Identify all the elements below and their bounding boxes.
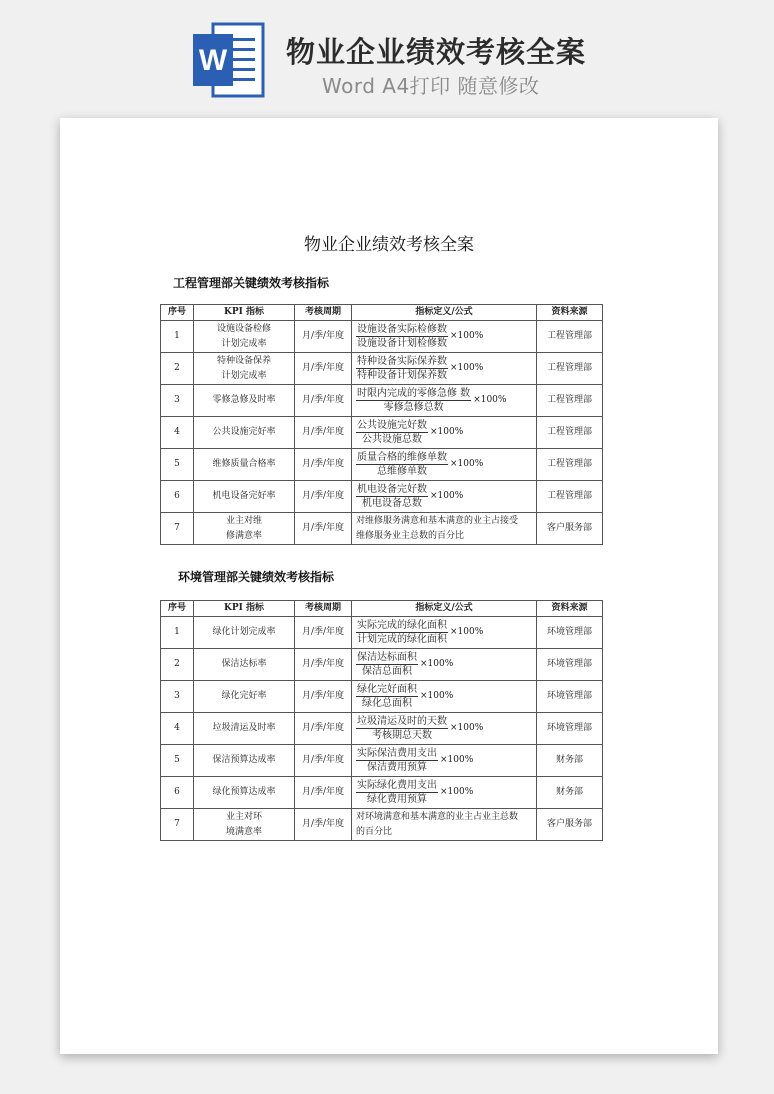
row-number: 4 xyxy=(161,713,194,745)
formula-cell xyxy=(352,481,537,513)
section-title-environment: 环境管理部关键绩效考核指标 xyxy=(178,570,335,584)
data-source: 环境管理部 xyxy=(537,713,603,745)
percent-multiplier: ×100% xyxy=(430,491,464,501)
kpi-name xyxy=(194,713,295,745)
assessment-period: 月/季/年度 xyxy=(295,713,352,745)
row-number: 5 xyxy=(161,745,194,777)
definition-line: 对环境满意和基本满意的业主占业主总数 xyxy=(356,811,519,822)
numerator: 实际绿化费用支出 xyxy=(357,780,437,791)
table-row xyxy=(161,649,603,681)
word-document-icon xyxy=(193,22,265,98)
data-source: 环境管理部 xyxy=(537,617,603,649)
percent-multiplier: ×100% xyxy=(420,691,454,701)
fraction xyxy=(356,715,448,742)
document-title: 物业企业绩效考核全案 xyxy=(304,235,474,255)
kpi-name xyxy=(194,417,295,449)
percent-multiplier: ×100% xyxy=(440,787,474,797)
table-row xyxy=(161,777,603,809)
percent-multiplier: ×100% xyxy=(420,659,454,669)
banner-title: 物业企业绩效考核全案 xyxy=(286,35,587,69)
column-header: 考核周期 xyxy=(295,305,352,321)
kpi-name-line: 公共设施完好率 xyxy=(212,427,276,437)
assessment-period: 月/季/年度 xyxy=(295,353,352,385)
percent-multiplier: ×100% xyxy=(450,723,484,733)
engineering-kpi-table xyxy=(160,304,603,545)
fraction xyxy=(356,387,471,414)
assessment-period: 月/季/年度 xyxy=(295,617,352,649)
assessment-period: 月/季/年度 xyxy=(295,649,352,681)
table-row xyxy=(161,681,603,713)
denominator: 保洁总面积 xyxy=(362,666,412,677)
row-number: 3 xyxy=(161,681,194,713)
numerator: 保洁达标面积 xyxy=(357,652,417,663)
data-source: 客户服务部 xyxy=(537,809,603,841)
assessment-period: 月/季/年度 xyxy=(295,481,352,513)
kpi-name-line: 绿化预算达成率 xyxy=(212,787,276,797)
banner-subtitle: Word A4打印 随意修改 xyxy=(322,74,540,98)
row-number: 2 xyxy=(161,353,194,385)
kpi-name xyxy=(194,809,295,841)
formula-cell xyxy=(352,713,537,745)
data-source: 环境管理部 xyxy=(537,681,603,713)
document-page xyxy=(60,118,718,1054)
row-number: 6 xyxy=(161,481,194,513)
row-number: 6 xyxy=(161,777,194,809)
column-header: KPI 指标 xyxy=(194,601,295,617)
table-row xyxy=(161,417,603,449)
fraction xyxy=(356,747,438,774)
formula-cell xyxy=(352,649,537,681)
assessment-period: 月/季/年度 xyxy=(295,449,352,481)
kpi-name xyxy=(194,617,295,649)
assessment-period: 月/季/年度 xyxy=(295,417,352,449)
kpi-name xyxy=(194,649,295,681)
fraction xyxy=(356,779,438,806)
formula-cell xyxy=(352,617,537,649)
column-header: 考核周期 xyxy=(295,601,352,617)
column-header: 资料来源 xyxy=(537,305,603,321)
numerator: 垃圾清运及时的天数 xyxy=(357,716,447,727)
numerator: 公共设施完好数 xyxy=(357,420,427,431)
numerator: 质量合格的维修单数 xyxy=(357,452,447,463)
row-number: 7 xyxy=(161,809,194,841)
environment-kpi-table xyxy=(160,600,603,841)
numerator: 设施设备实际检修数 xyxy=(357,324,447,335)
kpi-name-line: 设施设备检修 xyxy=(216,323,271,334)
column-header: 序号 xyxy=(161,601,194,617)
percent-multiplier: ×100% xyxy=(430,427,464,437)
data-source: 环境管理部 xyxy=(537,649,603,681)
column-header: 序号 xyxy=(161,305,194,321)
denominator: 考核期总天数 xyxy=(372,730,432,741)
row-number: 5 xyxy=(161,449,194,481)
denominator: 绿化费用预算 xyxy=(367,794,427,805)
kpi-name-line: 计划完成率 xyxy=(221,370,267,381)
kpi-name-line: 特种设备保养 xyxy=(216,355,271,366)
data-source: 财务部 xyxy=(537,745,603,777)
table-row xyxy=(161,809,603,841)
table-header-row xyxy=(161,601,603,617)
denominator: 设施设备计划检修数 xyxy=(357,338,447,349)
kpi-name xyxy=(194,745,295,777)
banner xyxy=(0,0,774,118)
row-number: 1 xyxy=(161,617,194,649)
assessment-period: 月/季/年度 xyxy=(295,681,352,713)
data-source: 财务部 xyxy=(537,777,603,809)
denominator: 计划完成的绿化面积 xyxy=(357,634,447,645)
percent-multiplier: ×100% xyxy=(473,395,507,405)
data-source: 工程管理部 xyxy=(537,449,603,481)
kpi-name-line: 修满意率 xyxy=(225,530,262,541)
denominator: 公共设施总数 xyxy=(362,434,422,445)
kpi-name xyxy=(194,353,295,385)
column-header: 资料来源 xyxy=(537,601,603,617)
column-header: KPI 指标 xyxy=(194,305,295,321)
kpi-name-line: 业主对环 xyxy=(225,811,262,822)
percent-multiplier: ×100% xyxy=(450,627,484,637)
fraction xyxy=(356,419,428,446)
data-source: 工程管理部 xyxy=(537,385,603,417)
assessment-period: 月/季/年度 xyxy=(295,809,352,841)
formula-cell xyxy=(352,385,537,417)
kpi-name-line: 绿化完好率 xyxy=(221,691,267,701)
fraction xyxy=(356,323,448,350)
formula-cell xyxy=(352,681,537,713)
formula-cell xyxy=(352,417,537,449)
kpi-name-line: 业主对维 xyxy=(225,515,262,526)
row-number: 3 xyxy=(161,385,194,417)
data-source: 工程管理部 xyxy=(537,481,603,513)
denominator: 总维修单数 xyxy=(377,466,427,477)
table-row xyxy=(161,449,603,481)
definition-line: 维修服务业主总数的百分比 xyxy=(356,530,465,541)
table-row xyxy=(161,617,603,649)
row-number: 4 xyxy=(161,417,194,449)
numerator: 时限内完成的零修急修 数 xyxy=(357,388,471,399)
percent-multiplier: ×100% xyxy=(450,459,484,469)
table-row xyxy=(161,353,603,385)
kpi-name-line: 计划完成率 xyxy=(221,338,267,349)
fraction xyxy=(356,355,448,382)
kpi-name-line: 维修质量合格率 xyxy=(212,459,276,469)
definition-line: 的百分比 xyxy=(356,826,393,837)
word-icon-letter: W xyxy=(198,44,228,77)
kpi-name xyxy=(194,385,295,417)
kpi-name-line: 零修急修及时率 xyxy=(212,395,276,405)
fraction xyxy=(356,619,448,646)
percent-multiplier: ×100% xyxy=(450,363,484,373)
kpi-name xyxy=(194,321,295,353)
fraction xyxy=(356,483,428,510)
section-title-engineering: 工程管理部关键绩效考核指标 xyxy=(173,276,330,290)
numerator: 特种设备实际保养数 xyxy=(357,356,447,367)
kpi-name xyxy=(194,513,295,545)
table-row xyxy=(161,481,603,513)
assessment-period: 月/季/年度 xyxy=(295,745,352,777)
numerator: 机电设备完好数 xyxy=(357,484,427,495)
percent-multiplier: ×100% xyxy=(450,331,484,341)
table-row xyxy=(161,321,603,353)
table-row xyxy=(161,513,603,545)
kpi-name-line: 垃圾清运及时率 xyxy=(212,723,276,733)
data-source: 工程管理部 xyxy=(537,321,603,353)
denominator: 特种设备计划保养数 xyxy=(357,370,447,381)
percent-multiplier: ×100% xyxy=(440,755,474,765)
formula-cell xyxy=(352,777,537,809)
table-row xyxy=(161,745,603,777)
numerator: 实际完成的绿化面积 xyxy=(357,620,447,631)
column-header: 指标定义/公式 xyxy=(352,305,537,321)
assessment-period: 月/季/年度 xyxy=(295,513,352,545)
denominator: 机电设备总数 xyxy=(362,498,422,509)
denominator: 保洁费用预算 xyxy=(367,762,427,773)
data-source: 工程管理部 xyxy=(537,417,603,449)
table-row xyxy=(161,713,603,745)
kpi-name xyxy=(194,449,295,481)
kpi-name-line: 保洁达标率 xyxy=(221,659,267,669)
denominator: 绿化总面积 xyxy=(362,698,412,709)
formula-cell xyxy=(352,321,537,353)
table-row xyxy=(161,385,603,417)
assessment-period: 月/季/年度 xyxy=(295,777,352,809)
data-source: 工程管理部 xyxy=(537,353,603,385)
assessment-period: 月/季/年度 xyxy=(295,321,352,353)
table-header-row xyxy=(161,305,603,321)
denominator: 零修急修总数 xyxy=(383,402,444,413)
row-number: 1 xyxy=(161,321,194,353)
kpi-name-line: 境满意率 xyxy=(225,826,262,837)
kpi-name-line: 保洁预算达成率 xyxy=(212,755,276,765)
formula-cell xyxy=(352,745,537,777)
fraction xyxy=(356,683,418,710)
definition-line: 对维修服务满意和基本满意的业主占接受 xyxy=(356,515,519,526)
formula-cell xyxy=(352,513,537,545)
kpi-name xyxy=(194,481,295,513)
fraction xyxy=(356,451,448,478)
kpi-name xyxy=(194,681,295,713)
kpi-name-line: 机电设备完好率 xyxy=(212,491,276,501)
column-header: 指标定义/公式 xyxy=(352,601,537,617)
formula-cell xyxy=(352,353,537,385)
row-number: 7 xyxy=(161,513,194,545)
data-source: 客户服务部 xyxy=(537,513,603,545)
formula-cell xyxy=(352,809,537,841)
kpi-name xyxy=(194,777,295,809)
assessment-period: 月/季/年度 xyxy=(295,385,352,417)
fraction xyxy=(356,651,418,678)
formula-cell xyxy=(352,449,537,481)
row-number: 2 xyxy=(161,649,194,681)
numerator: 实际保洁费用支出 xyxy=(357,748,437,759)
kpi-name-line: 绿化计划完成率 xyxy=(212,627,276,637)
numerator: 绿化完好面积 xyxy=(357,684,417,695)
